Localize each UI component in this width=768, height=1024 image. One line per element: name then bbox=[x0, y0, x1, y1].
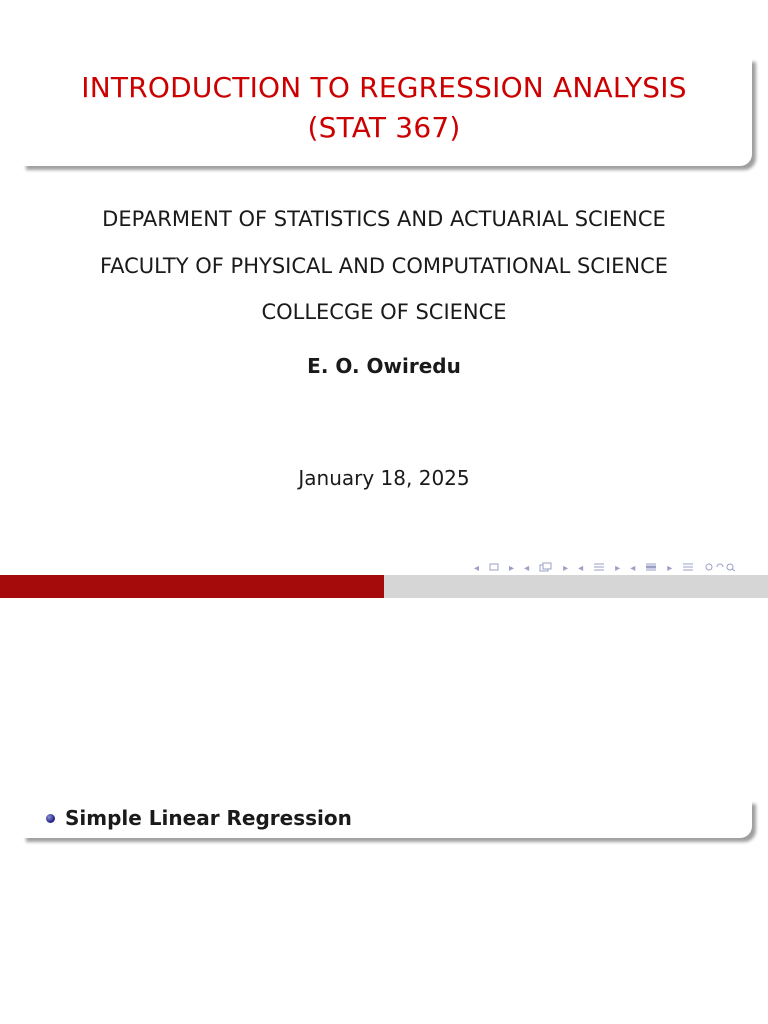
author-name: E. O. Owiredu bbox=[307, 354, 461, 378]
arrow-right-icon[interactable]: ▸ bbox=[615, 562, 621, 574]
progress-bar bbox=[0, 575, 768, 598]
section-icon[interactable] bbox=[645, 562, 657, 575]
department-line: DEPARMENT OF STATISTICS AND ACTUARIAL SCIENCE bbox=[102, 207, 666, 231]
arrow-left-icon[interactable]: ◂ bbox=[474, 562, 480, 574]
arrow-right-icon[interactable]: ▸ bbox=[563, 562, 569, 574]
frame-icon[interactable] bbox=[489, 563, 499, 574]
subsection-icon[interactable] bbox=[539, 562, 553, 575]
section-icon[interactable] bbox=[593, 562, 605, 575]
align-icon[interactable] bbox=[682, 562, 694, 575]
arrow-left-icon[interactable]: ◂ bbox=[524, 562, 530, 574]
search-icon[interactable] bbox=[704, 562, 738, 575]
arrow-right-icon[interactable]: ▸ bbox=[667, 562, 673, 574]
arrow-left-icon[interactable]: ◂ bbox=[630, 562, 636, 574]
title-line-2: (STAT 367) bbox=[307, 111, 461, 144]
faculty-line: FACULTY OF PHYSICAL AND COMPUTATIONAL SCIENCE bbox=[99, 254, 669, 278]
arrow-left-icon[interactable]: ◂ bbox=[578, 562, 584, 574]
list-item bbox=[46, 806, 352, 830]
title-line-1: INTRODUCTION TO REGRESSION ANALYSIS bbox=[81, 71, 687, 104]
slide-title bbox=[0, 68, 768, 148]
arrow-right-icon[interactable]: ▸ bbox=[509, 562, 515, 574]
navigation-bar bbox=[474, 560, 764, 576]
bullet-icon bbox=[46, 814, 55, 823]
progress-bar-fill bbox=[0, 575, 384, 598]
list-item-label: Simple Linear Regression bbox=[65, 806, 352, 830]
college-line: COLLECGE OF SCIENCE bbox=[261, 300, 507, 324]
presentation-date: January 18, 2025 bbox=[298, 466, 470, 490]
